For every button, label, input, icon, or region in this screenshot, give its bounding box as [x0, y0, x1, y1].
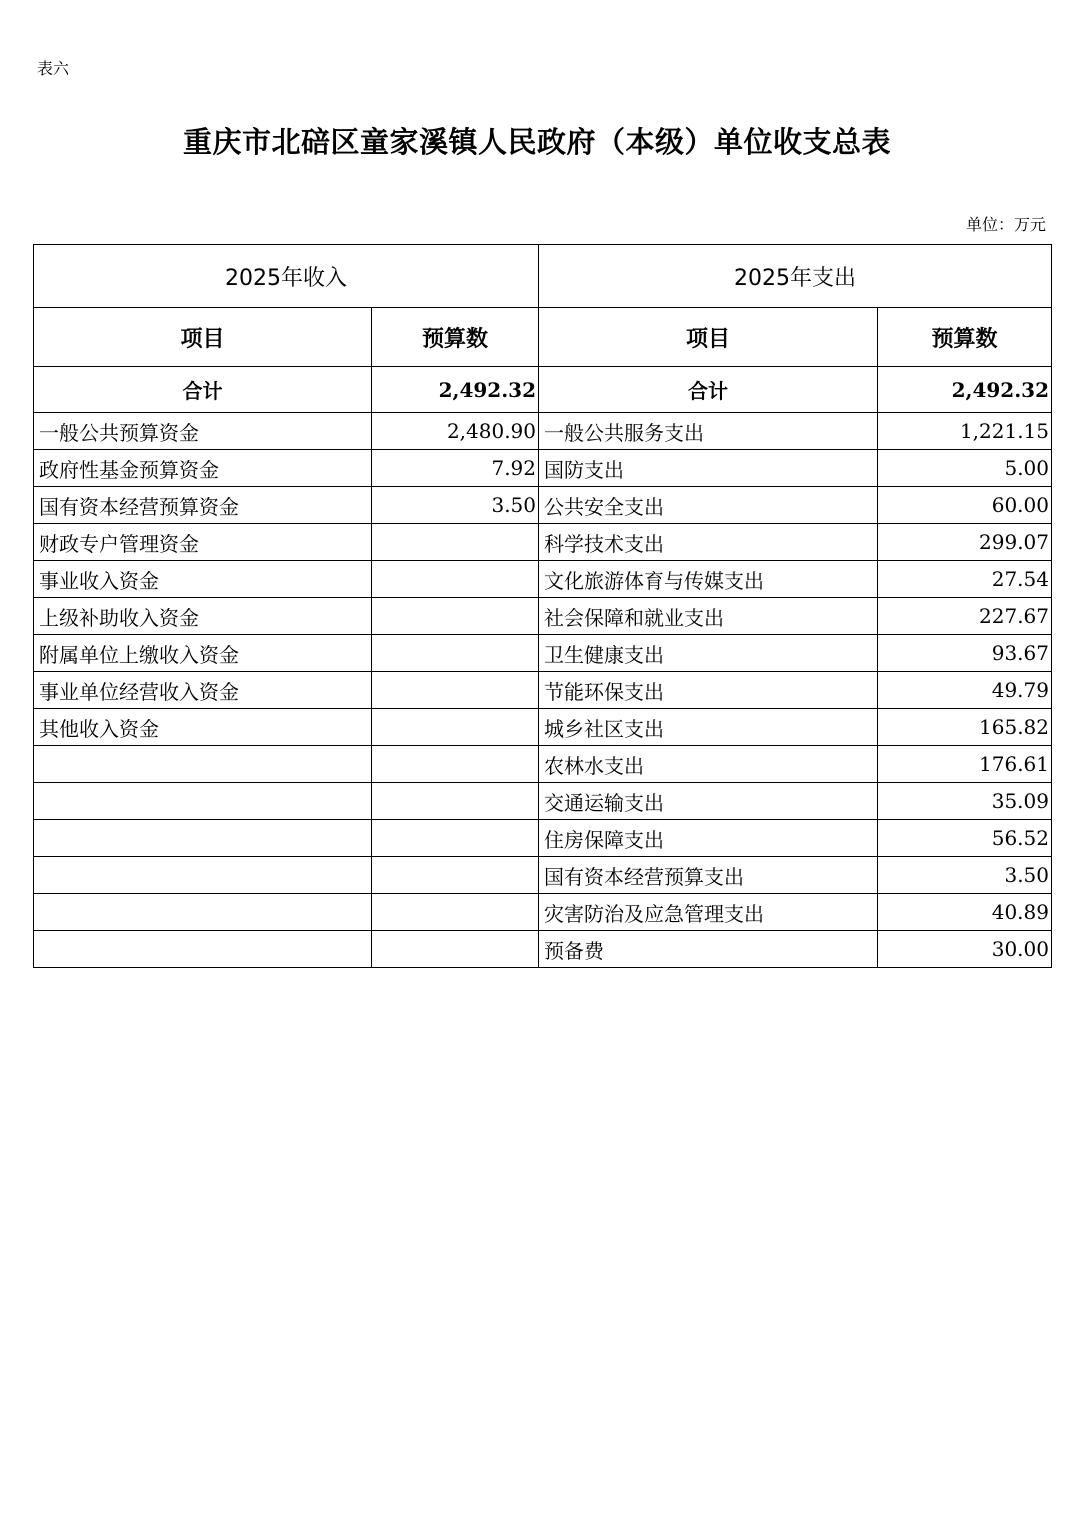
expense-item-cell: 预备费: [539, 931, 878, 968]
section-header-row: [34, 245, 1052, 308]
income-amount-cell: [372, 820, 539, 857]
expense-item-cell: 国有资本经营预算支出: [539, 857, 878, 894]
table-row: [34, 857, 1052, 894]
expense-total-label: 合计: [539, 367, 878, 413]
expense-item-cell: 社会保障和就业支出: [539, 598, 878, 635]
expense-total-amount: 2,492.32: [878, 367, 1052, 413]
expense-item-cell: 城乡社区支出: [539, 709, 878, 746]
table-row: [34, 561, 1052, 598]
expense-amount-header: 预算数: [878, 308, 1052, 367]
table-row: [34, 672, 1052, 709]
income-amount-header: 预算数: [372, 308, 539, 367]
income-item-cell: 国有资本经营预算资金: [34, 487, 372, 524]
budget-table: [33, 244, 1052, 968]
column-header-row: [34, 308, 1052, 367]
expense-amount-cell: 5.00: [878, 450, 1052, 487]
expense-amount-cell: 176.61: [878, 746, 1052, 783]
table-row: [34, 487, 1052, 524]
expense-item-cell: 科学技术支出: [539, 524, 878, 561]
table-id-label: 表六: [37, 59, 70, 78]
income-amount-cell: [372, 857, 539, 894]
expense-amount-cell: 49.79: [878, 672, 1052, 709]
expense-item-cell: 公共安全支出: [539, 487, 878, 524]
table-row: [34, 450, 1052, 487]
income-item-cell: 一般公共预算资金: [34, 413, 372, 450]
income-item-cell: 上级补助收入资金: [34, 598, 372, 635]
expense-item-cell: 节能环保支出: [539, 672, 878, 709]
total-row: [34, 367, 1052, 413]
income-item-cell: [34, 931, 372, 968]
expense-amount-cell: 93.67: [878, 635, 1052, 672]
expense-section-header: 2025年支出: [539, 245, 1052, 308]
table-row: [34, 746, 1052, 783]
income-amount-cell: [372, 783, 539, 820]
table-row: [34, 783, 1052, 820]
income-item-cell: 政府性基金预算资金: [34, 450, 372, 487]
expense-amount-cell: 165.82: [878, 709, 1052, 746]
table-row: [34, 635, 1052, 672]
income-item-header: 项目: [34, 308, 372, 367]
income-amount-cell: 2,480.90: [372, 413, 539, 450]
income-item-cell: [34, 894, 372, 931]
expense-item-cell: 交通运输支出: [539, 783, 878, 820]
table-row: [34, 413, 1052, 450]
income-item-cell: 附属单位上缴收入资金: [34, 635, 372, 672]
page-title: 重庆市北碚区童家溪镇人民政府（本级）单位收支总表: [182, 125, 891, 159]
table-row: [34, 524, 1052, 561]
expense-amount-cell: 35.09: [878, 783, 1052, 820]
budget-table-body: [34, 245, 1052, 968]
expense-amount-cell: 227.67: [878, 598, 1052, 635]
expense-item-header: 项目: [539, 308, 878, 367]
income-amount-cell: [372, 524, 539, 561]
expense-amount-cell: 30.00: [878, 931, 1052, 968]
table-row: [34, 894, 1052, 931]
expense-item-cell: 卫生健康支出: [539, 635, 878, 672]
income-amount-cell: [372, 709, 539, 746]
expense-amount-cell: 299.07: [878, 524, 1052, 561]
income-amount-cell: [372, 894, 539, 931]
expense-item-cell: 住房保障支出: [539, 820, 878, 857]
income-item-cell: [34, 783, 372, 820]
income-amount-cell: 7.92: [372, 450, 539, 487]
income-item-cell: [34, 857, 372, 894]
income-item-cell: [34, 820, 372, 857]
income-amount-cell: [372, 561, 539, 598]
income-amount-cell: [372, 598, 539, 635]
unit-note: 单位：万元: [965, 215, 1046, 234]
income-item-cell: 其他收入资金: [34, 709, 372, 746]
income-amount-cell: [372, 635, 539, 672]
income-total-amount: 2,492.32: [372, 367, 539, 413]
income-amount-cell: [372, 931, 539, 968]
expense-item-cell: 农林水支出: [539, 746, 878, 783]
table-row: [34, 820, 1052, 857]
expense-amount-cell: 3.50: [878, 857, 1052, 894]
expense-amount-cell: 56.52: [878, 820, 1052, 857]
expense-amount-cell: 27.54: [878, 561, 1052, 598]
income-amount-cell: 3.50: [372, 487, 539, 524]
expense-item-cell: 国防支出: [539, 450, 878, 487]
table-row: [34, 598, 1052, 635]
income-item-cell: 事业单位经营收入资金: [34, 672, 372, 709]
expense-item-cell: 灾害防治及应急管理支出: [539, 894, 878, 931]
income-item-cell: [34, 746, 372, 783]
expense-amount-cell: 40.89: [878, 894, 1052, 931]
table-row: [34, 931, 1052, 968]
income-section-header: 2025年收入: [34, 245, 539, 308]
expense-item-cell: 文化旅游体育与传媒支出: [539, 561, 878, 598]
income-item-cell: 事业收入资金: [34, 561, 372, 598]
income-amount-cell: [372, 672, 539, 709]
income-total-label: 合计: [34, 367, 372, 413]
expense-amount-cell: 1,221.15: [878, 413, 1052, 450]
table-row: [34, 709, 1052, 746]
income-item-cell: 财政专户管理资金: [34, 524, 372, 561]
expense-amount-cell: 60.00: [878, 487, 1052, 524]
expense-item-cell: 一般公共服务支出: [539, 413, 878, 450]
income-amount-cell: [372, 746, 539, 783]
